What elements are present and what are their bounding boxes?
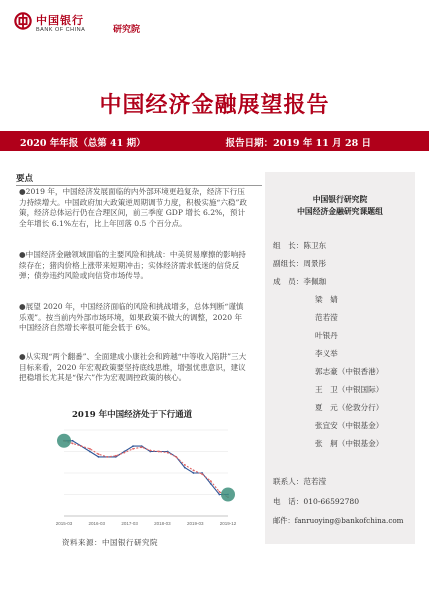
chart-point — [210, 480, 212, 482]
institute-name: 研究院 — [113, 25, 141, 35]
research-team-panel — [265, 172, 415, 544]
chart-source: 资料来源：中国银行研究院 — [62, 538, 158, 547]
role-deputy — [273, 258, 326, 269]
summary-heading: 要点 — [16, 174, 34, 184]
chart-point — [115, 455, 117, 457]
chart-point — [218, 494, 220, 496]
panel-subtitle: 中国经济金融研究课题组 — [297, 207, 383, 216]
member-6: 王 卫（中银国际） — [315, 385, 384, 394]
role-leader — [273, 240, 326, 251]
summary-bullet-1: ●2019 年，中国经济发展面临的内外部环境更趋复杂，经济下行压力持续增大。中国政府加大政策逆周期调节力度，积极实施“六稳”政策，经济总体运行仍在合理区间，前三季度 GDP 增长 6.2%，预计全年增长 6.1%左右，比上年回落 0.5 个百分点。 — [19, 187, 247, 228]
bank-of-china-logo-icon — [14, 12, 32, 30]
chart-point — [184, 464, 186, 466]
role-value: 周景彤 — [303, 259, 327, 268]
panel-title: 中国银行研究院 — [312, 195, 368, 204]
chart-point — [124, 452, 126, 454]
summary-divider — [16, 185, 262, 186]
chart-point — [141, 446, 143, 448]
member-7: 夏 元（伦敦分行） — [315, 403, 384, 412]
role-value: 陈卫东 — [303, 241, 327, 250]
summary-bullet-4: ●从实现“两个翻番”、全面建成小康社会和跨越“中等收入陷阱”三大目标来看，2020 年宏观政策要坚持底线思维，增强忧患意识，建议把稳增长尤其是“保六”作为宏观调控政策的核心。 — [19, 352, 247, 383]
role-members — [273, 276, 326, 287]
contact-phone: 电 话：010-66592780 — [273, 497, 360, 506]
chart-title: 2019 年中国经济处于下行通道 — [72, 410, 193, 420]
chart-point — [89, 451, 91, 453]
chart-point — [193, 472, 195, 474]
contact-email: 邮件：fanruoying@bankofchina.com — [273, 516, 404, 525]
chart-point — [167, 452, 169, 454]
role-label: 成 员： — [273, 277, 304, 286]
summary-bullet-3: ●展望 2020 年，中国经济面临的风险和挑战增多，总体判断“谨慎乐观”。按当前内外部市场环境，如果政策不做大的调整，2020 年中国经济自然增长率很可能会低于 6%。 — [19, 302, 244, 333]
chart-point — [175, 456, 177, 458]
member-1: 梁 婧 — [315, 295, 338, 304]
report-title: 中国经济金融展望报告 — [99, 93, 330, 118]
role-label: 副组长： — [273, 259, 304, 268]
role-label: 组 长： — [273, 241, 304, 250]
chart-x-tick-label: 2016-03 — [88, 521, 106, 526]
chart-point — [193, 469, 195, 471]
report-date: 报告日期：2019 年 11 月 28 日 — [225, 138, 371, 149]
member-2: 范若滢 — [315, 313, 338, 322]
chart-point — [80, 445, 82, 447]
issue-number: 2020 年年报（总第 41 期） — [20, 138, 146, 149]
chart-end-marker — [221, 488, 235, 502]
issue-bar — [0, 131, 429, 151]
chart-x-tick-label: 2018-03 — [154, 521, 171, 526]
logo-english-name: BANK OF CHINA — [36, 27, 86, 33]
chart-point — [218, 491, 220, 493]
chart-x-tick-label: 2019-03 — [186, 521, 204, 526]
chart-x-tick-label: 2015-03 — [55, 521, 73, 526]
chart-point — [210, 483, 212, 485]
member-5: 郭志豪（中银香港） — [315, 367, 384, 376]
chart-point — [98, 456, 100, 458]
chart-point — [132, 448, 134, 450]
chart-point — [132, 445, 134, 447]
chart-point — [72, 443, 74, 445]
member-3: 叶银丹 — [315, 331, 338, 340]
chart-point — [184, 467, 186, 469]
chart-point — [106, 456, 108, 458]
logo-chinese-name: 中国银行 — [36, 14, 84, 27]
chart-x-ticks — [56, 521, 237, 526]
chart-x-tick-label: 2019-12 — [219, 521, 237, 526]
chart-markers — [57, 434, 235, 502]
chart-point — [98, 453, 100, 455]
summary-bullet-2: ●中国经济金融领域面临的主要风险和挑战：中美贸易摩擦的影响持续存在；猪肉价格上涨带来短期冲击；实体经济需求低迷的信贷反弹；债券违约风险或向信贷市场传导。 — [19, 250, 246, 281]
chart-point — [201, 473, 203, 475]
chart-start-marker — [57, 434, 71, 448]
chart-point — [158, 451, 160, 453]
role-value: 李佩珈 — [303, 277, 327, 286]
chart-x-tick-label: 2017-03 — [121, 521, 138, 526]
contact-person: 联系人：范若滢 — [273, 477, 327, 486]
member-9: 张 舸（中银基金） — [315, 439, 384, 448]
gdp-growth-chart — [50, 424, 240, 532]
chart-lines — [63, 440, 229, 498]
member-8: 张宜安（中银基金） — [315, 421, 384, 430]
chart-point — [89, 448, 91, 450]
member-4: 李义举 — [315, 349, 338, 358]
chart-point — [72, 440, 74, 442]
chart-point — [149, 450, 151, 452]
chart-grid — [64, 430, 228, 516]
